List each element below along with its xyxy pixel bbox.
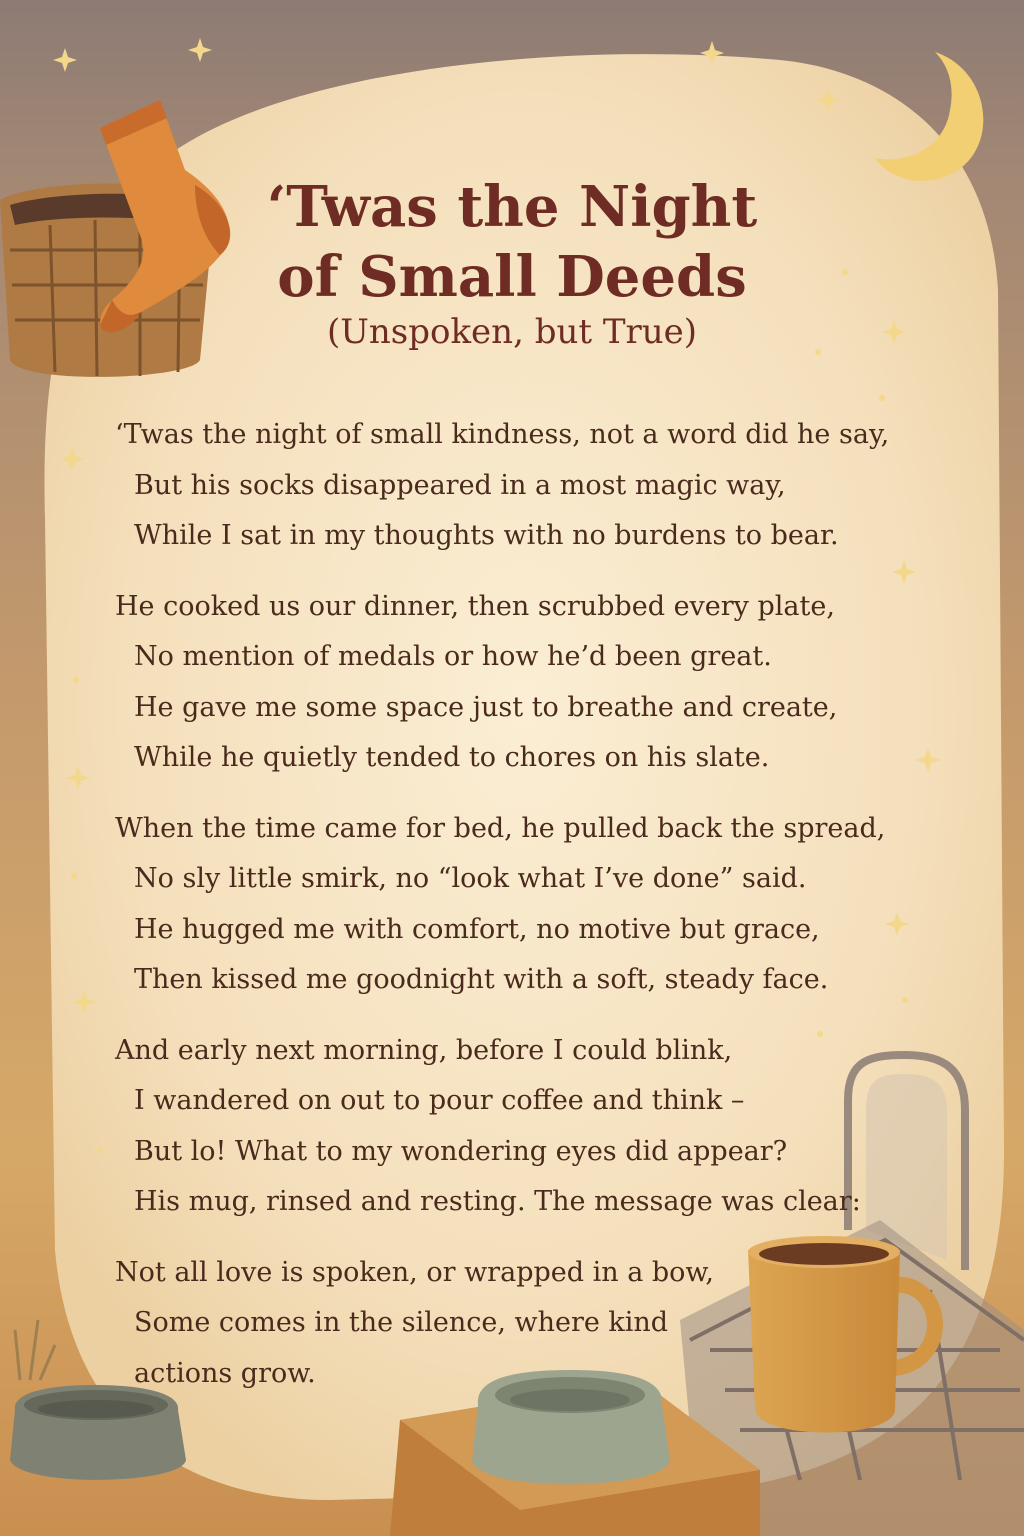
- poem-line: actions grow.: [134, 1357, 316, 1389]
- poem-line: But lo! What to my wondering eyes did appear?: [134, 1135, 788, 1167]
- page-title: [0, 172, 1024, 352]
- poem-line: He gave me some space just to breathe and create,: [134, 691, 838, 723]
- subtitle: (Unspoken, but True): [326, 312, 698, 352]
- stanza-1: [115, 410, 915, 562]
- poem-line: No mention of medals or how he’d been great.: [134, 641, 772, 672]
- poem-line: He cooked us our dinner, then scrubbed every plate,: [115, 590, 835, 622]
- poem-line: Not all love is spoken, or wrapped in a bow,: [115, 1256, 714, 1288]
- star-icon: [188, 38, 212, 62]
- star-icon: [53, 48, 77, 72]
- poem-line: And early next morning, before I could blink,: [115, 1034, 733, 1066]
- poem-line: Some comes in the silence, where kind: [134, 1307, 669, 1338]
- grass-decoration: [15, 1320, 55, 1380]
- poem-line: He hugged me with comfort, no motive but grace,: [134, 913, 820, 945]
- poem-line: ‘Twas the night of small kindness, not a word did he say,: [115, 419, 890, 450]
- poem-body: [115, 410, 915, 1419]
- stanza-3: [115, 804, 915, 1006]
- poem-line: But his socks disappeared in a most magic way,: [134, 469, 786, 501]
- title-line-2: of Small Deeds: [277, 244, 747, 310]
- stanza-4: [115, 1026, 915, 1228]
- poem-line: When the time came for bed, he pulled back the spread,: [115, 812, 886, 844]
- poem-line: While he quietly tended to chores on his slate.: [134, 742, 770, 773]
- poem-line: Then kissed me goodnight with a soft, steady face.: [134, 964, 829, 995]
- poem-line: No sly little smirk, no “look what I’ve done” said.: [134, 863, 807, 894]
- stanza-2: [115, 582, 915, 784]
- stanza-5: [115, 1248, 915, 1400]
- title-line-1: ‘Twas the Night: [266, 174, 758, 240]
- poem-line: His mug, rinsed and resting. The message was clear:: [134, 1186, 861, 1217]
- poem-line: I wandered on out to pour coffee and think –: [134, 1085, 745, 1116]
- poem-line: While I sat in my thoughts with no burdens to bear.: [134, 520, 839, 551]
